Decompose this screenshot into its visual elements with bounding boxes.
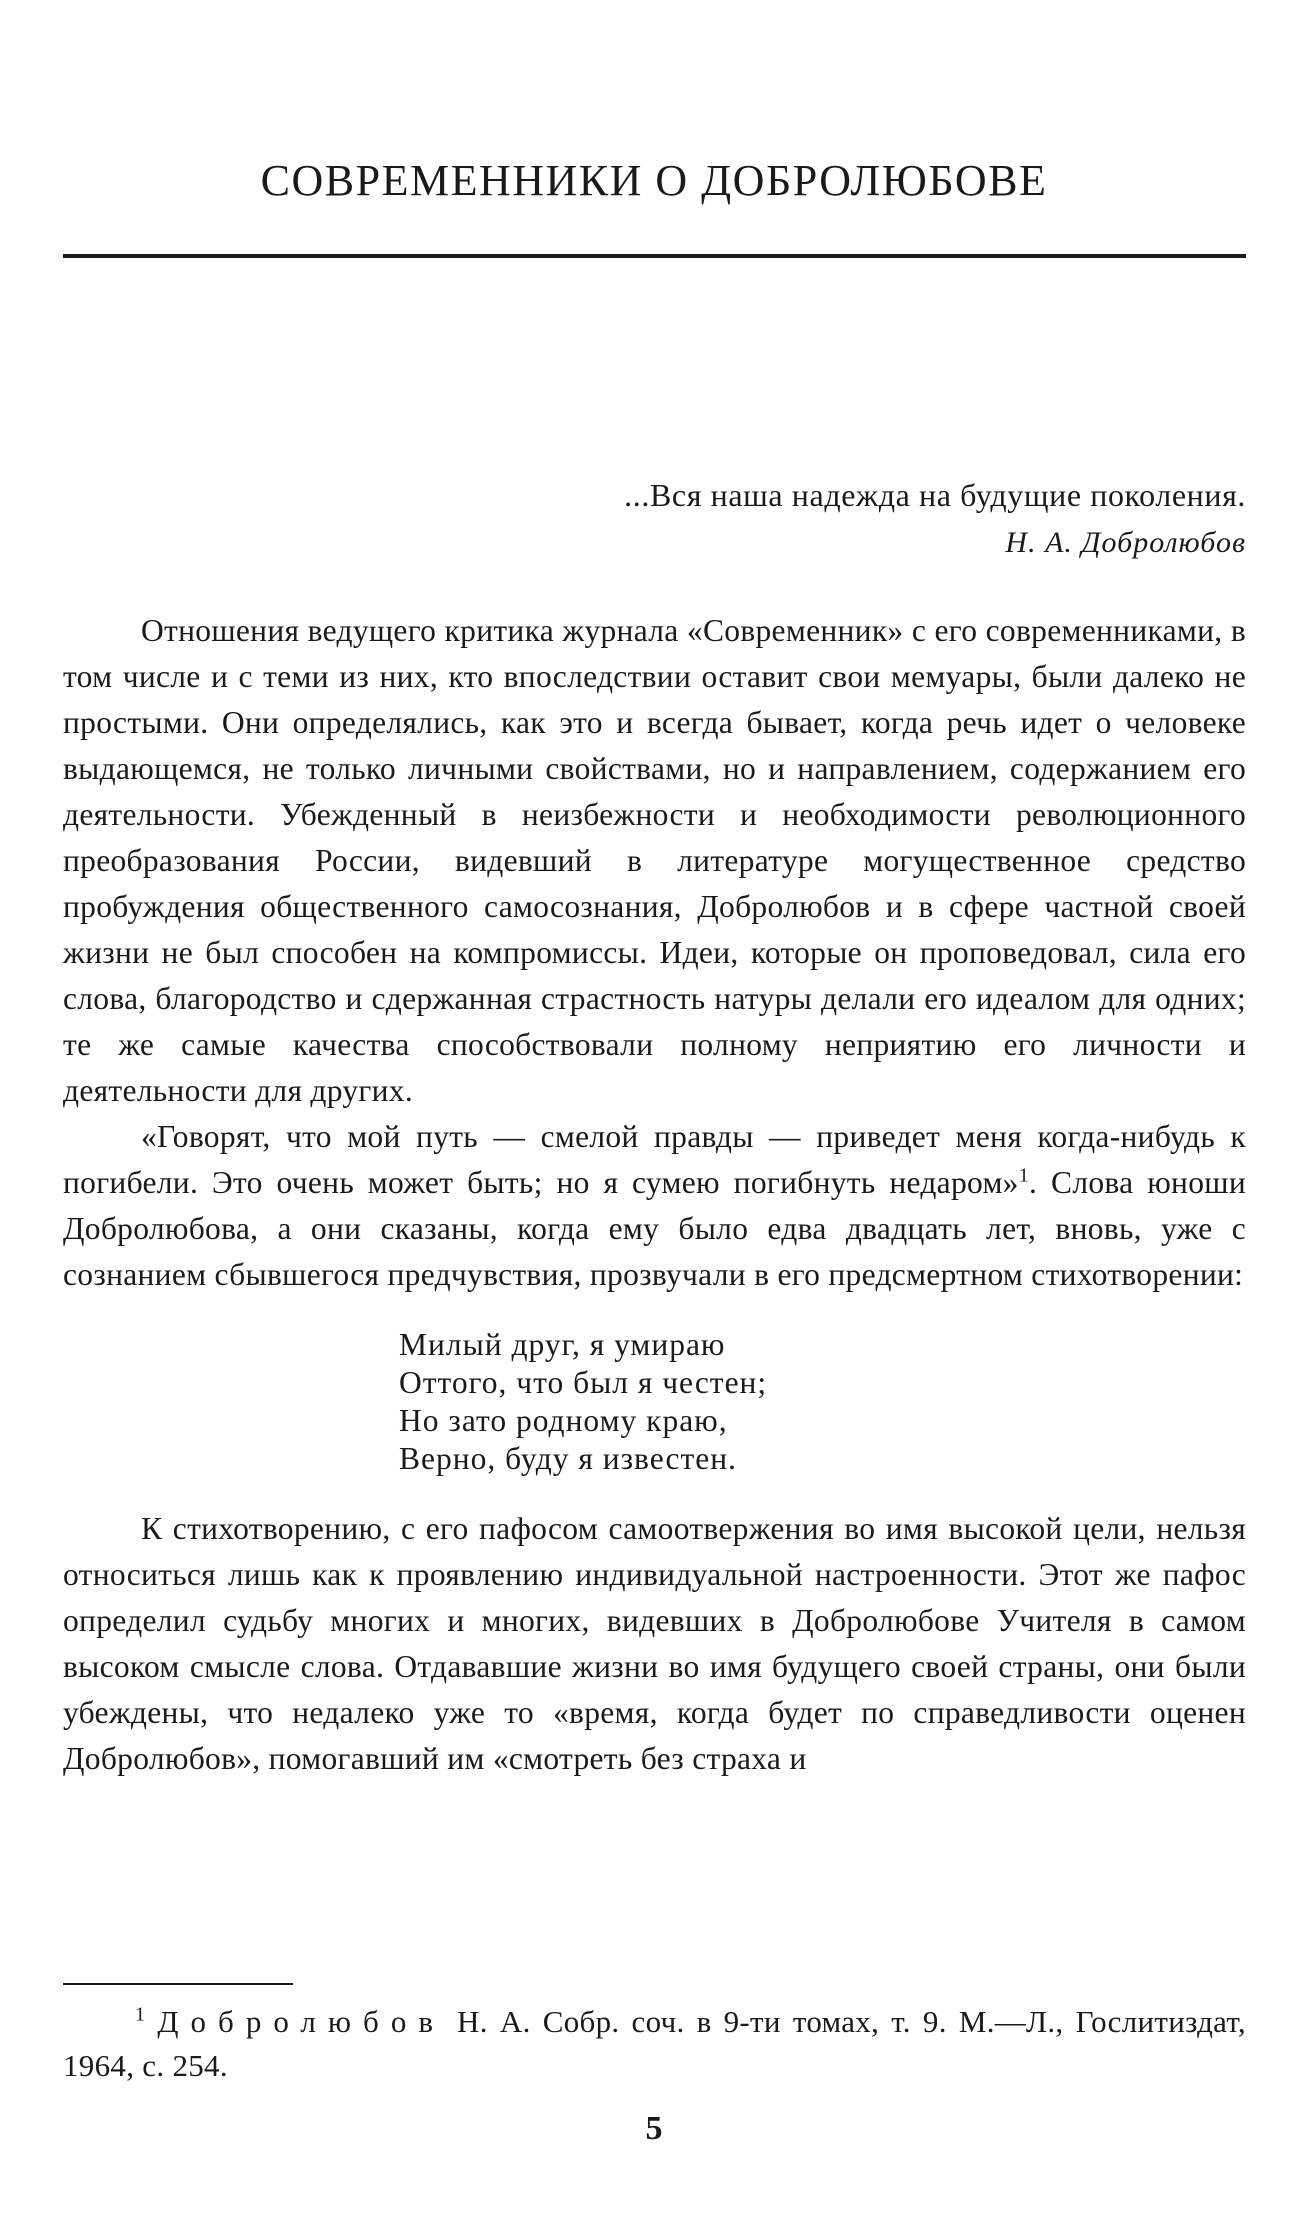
footnote-divider [63, 1983, 293, 1985]
footnote-marker: 1 [135, 2003, 146, 2026]
footnote-text: Н. А. Собр. соч. в 9-ти томах, т. 9. М.—Л., Гослитиздат, 1964, с. 254. [63, 2004, 1246, 2083]
paragraph-2 [63, 1114, 1246, 1298]
epigraph [346, 470, 1246, 566]
poem-line: Милый друг, я умираю [399, 1327, 726, 1362]
poem-line: Оттого, что был я честен; [399, 1365, 768, 1400]
title-underline [63, 254, 1246, 258]
poem-line: Верно, буду я известен. [399, 1441, 737, 1476]
footnote-ref: 1 [1018, 1164, 1030, 1187]
footnote-author: Добролюбов [157, 2004, 445, 2039]
poem [399, 1326, 1246, 1478]
chapter-title: СОВРЕМЕННИКИ О ДОБРОЛЮБОВЕ [260, 156, 1048, 205]
paragraph-2-quote: «Говорят, что мой путь — смелой правды — приведет меня когда-нибудь к погибели. Это очень может быть; но я сумею погибнуть недаром» [63, 1119, 1246, 1200]
page-number: 5 [645, 2110, 663, 2147]
main-text [63, 608, 1246, 1782]
paragraph-3: К стихотворению, с его пафосом самоотвержения во имя высокой цели, нельзя относиться лишь как к проявлению индивидуальной настроенности. Этот же пафос определил судьбу многих и многих, видевших в Добролюбове Учителя в самом высоком смысле слова. Отдававшие жизни во имя будущего своей страны, они были убеждены, что недалеко уже то «время, когда будет по справедливости оценен Добролюбов», помогавший им «смотреть без страха и [63, 1511, 1246, 1776]
footnote [63, 2000, 1246, 2088]
poem-line: Но зато родному краю, [399, 1403, 728, 1438]
paragraph-1: Отношения ведущего критика журнала «Современник» с его современниками, в том числе и с теми из них, кто впоследствии оставит свои мемуары, были далеко не простыми. Они определялись, как это и всегда бывает, когда речь идет о человеке выдающемся, не только личными свойствами, но и направлением, содержанием его деятельности. Убежденный в неизбежности и необходимости революционного преобразования России, видевший в литературе могущественное средство пробуждения общественного самосознания, Добролюбов и в сфере частной своей жизни не был способен на компромиссы. Идеи, которые он проповедовал, сила его слова, благородство и сдержанная страстность натуры делали его идеалом для одних; те же самые качества способствовали полному неприятию его личности и деятельности для других. [63, 613, 1246, 1108]
paragraph-2-rest: . Слова юноши Добролюбова, а они сказаны, когда ему было едва двадцать лет, вновь, уже с сознанием сбывшегося предчувствия, прозвучали в его предсмертном стихотворении: [63, 1165, 1246, 1292]
epigraph-author: Н. А. Добролюбов [1005, 526, 1246, 559]
epigraph-text: ...Вся наша надежда на будущие поколения. [624, 477, 1246, 513]
